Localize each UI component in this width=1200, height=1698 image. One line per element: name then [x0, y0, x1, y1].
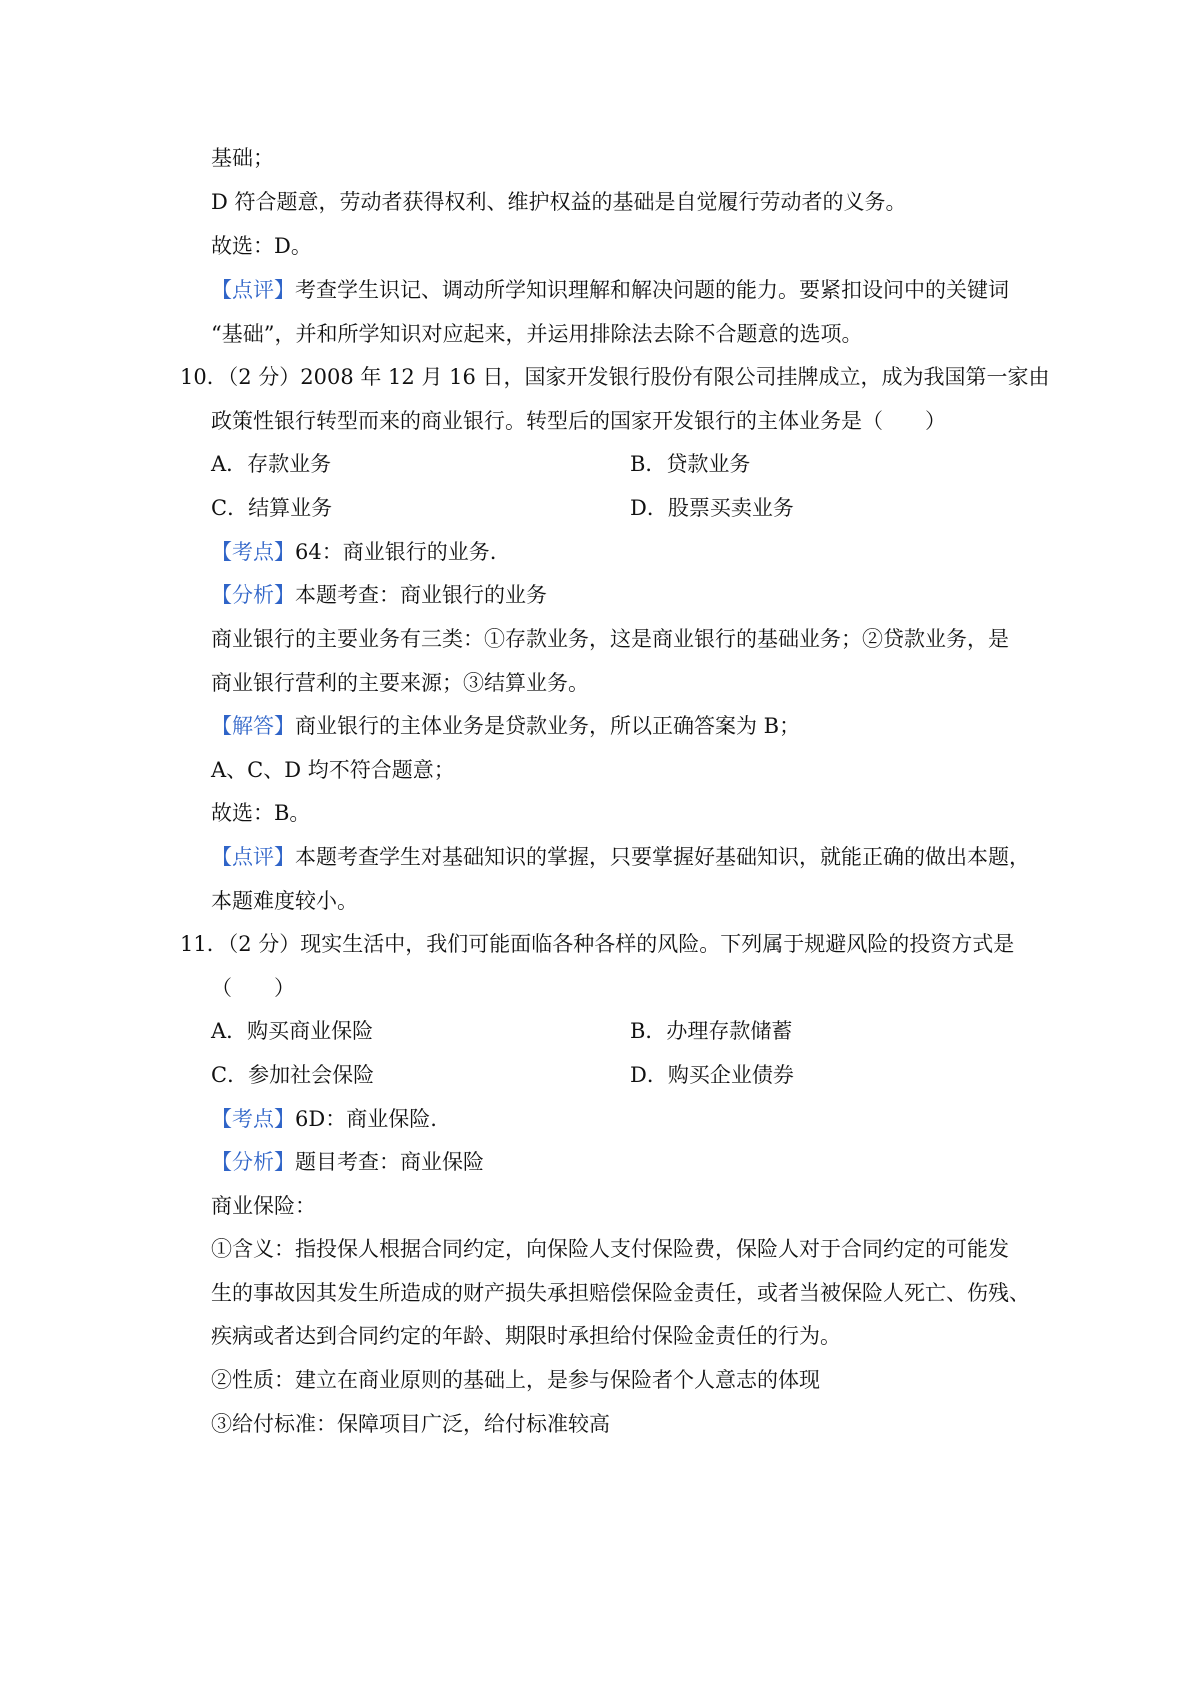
q10-answer	[211, 711, 800, 741]
q10-option-a: A．存款业务	[211, 452, 332, 476]
analysis-tag: 【分析】	[211, 583, 295, 607]
q11-payment-standard: ③给付标准：保障项目广泛，给付标准较高	[211, 1412, 610, 1436]
q9-choice: 故选：D。	[211, 234, 312, 258]
q10-option-b: B．贷款业务	[630, 452, 751, 476]
point-text: 6D：商业保险.	[295, 1107, 437, 1131]
q11-option-c: C．参加社会保险	[211, 1063, 375, 1087]
analysis-tag: 【分析】	[211, 1150, 295, 1174]
q10-option-c: C．结算业务	[211, 496, 333, 520]
q10-option-d: D．股票买卖业务	[630, 496, 794, 520]
q10-choice: 故选：B。	[211, 801, 311, 825]
q10-analysis-body-continued: 商业银行营利的主要来源；③结算业务。	[211, 671, 589, 695]
q10-answer-continued: A、C、D 均不符合题意；	[211, 758, 455, 782]
q11-definition: ①含义：指投保人根据合同约定，向保险人支付保险费，保险人对于合同约定的可能发	[211, 1237, 1009, 1261]
q10-stem: 10．（2 分）2008 年 12 月 16 日，国家开发银行股份有限公司挂牌成立，成为我国第一家由	[180, 365, 1050, 389]
q11-definition-continued: 疾病或者达到合同约定的年龄、期限时承担给付保险金责任的行为。	[211, 1324, 841, 1348]
comment-text: 本题考查学生对基础知识的掌握，只要掌握好基础知识，就能正确的做出本题，	[295, 845, 1030, 869]
q11-nature: ②性质：建立在商业原则的基础上，是参与保险者个人意志的体现	[211, 1368, 820, 1392]
comment-tag: 【点评】	[211, 845, 295, 869]
q11-body-heading: 商业保险：	[211, 1194, 316, 1218]
point-tag: 【考点】	[211, 540, 295, 564]
q10-comment-continued: 本题难度较小。	[211, 889, 358, 913]
q10-stem-continued: 政策性银行转型而来的商业银行。转型后的国家开发银行的主体业务是（ ）	[211, 409, 946, 433]
q10-point	[211, 537, 496, 567]
q11-point	[211, 1104, 437, 1134]
q11-stem: 11．（2 分）现实生活中，我们可能面临各种各样的风险。下列属于规避风险的投资方式是	[180, 932, 1015, 956]
q9-option-d-explanation: D 符合题意，劳动者获得权利、维护权益的基础是自觉履行劳动者的义务。	[211, 190, 907, 214]
q11-stem-continued: （ ）	[211, 976, 295, 1000]
q9-text-line: 基础；	[211, 146, 274, 170]
point-tag: 【考点】	[211, 1107, 295, 1131]
q11-definition-continued: 生的事故因其发生所造成的财产损失承担赔偿保险金责任，或者当被保险人死亡、伤残、	[211, 1281, 1030, 1305]
q11-option-a: A．购买商业保险	[211, 1019, 374, 1043]
q10-comment	[211, 842, 1030, 872]
q10-analysis-body: 商业银行的主要业务有三类：①存款业务，这是商业银行的基础业务；②贷款业务，是	[211, 627, 1009, 651]
answer-text: 商业银行的主体业务是贷款业务，所以正确答案为 B；	[295, 714, 801, 738]
comment-tag: 【点评】	[211, 278, 295, 302]
analysis-text: 本题考查：商业银行的业务	[295, 583, 547, 607]
point-text: 64：商业银行的业务.	[295, 540, 497, 564]
answer-tag: 【解答】	[211, 714, 295, 738]
q11-option-b: B．办理存款储蓄	[630, 1019, 793, 1043]
q11-analysis	[211, 1147, 484, 1177]
comment-text: 考查学生识记、调动所学知识理解和解决问题的能力。要紧扣设问中的关键词	[295, 278, 1009, 302]
analysis-text: 题目考查：商业保险	[295, 1150, 484, 1174]
q9-comment-continued: “基础”，并和所学知识对应起来，并运用排除法去除不合题意的选项。	[211, 322, 863, 346]
q9-comment	[211, 275, 1009, 305]
q10-analysis	[211, 580, 547, 610]
q11-option-d: D．购买企业债券	[630, 1063, 794, 1087]
